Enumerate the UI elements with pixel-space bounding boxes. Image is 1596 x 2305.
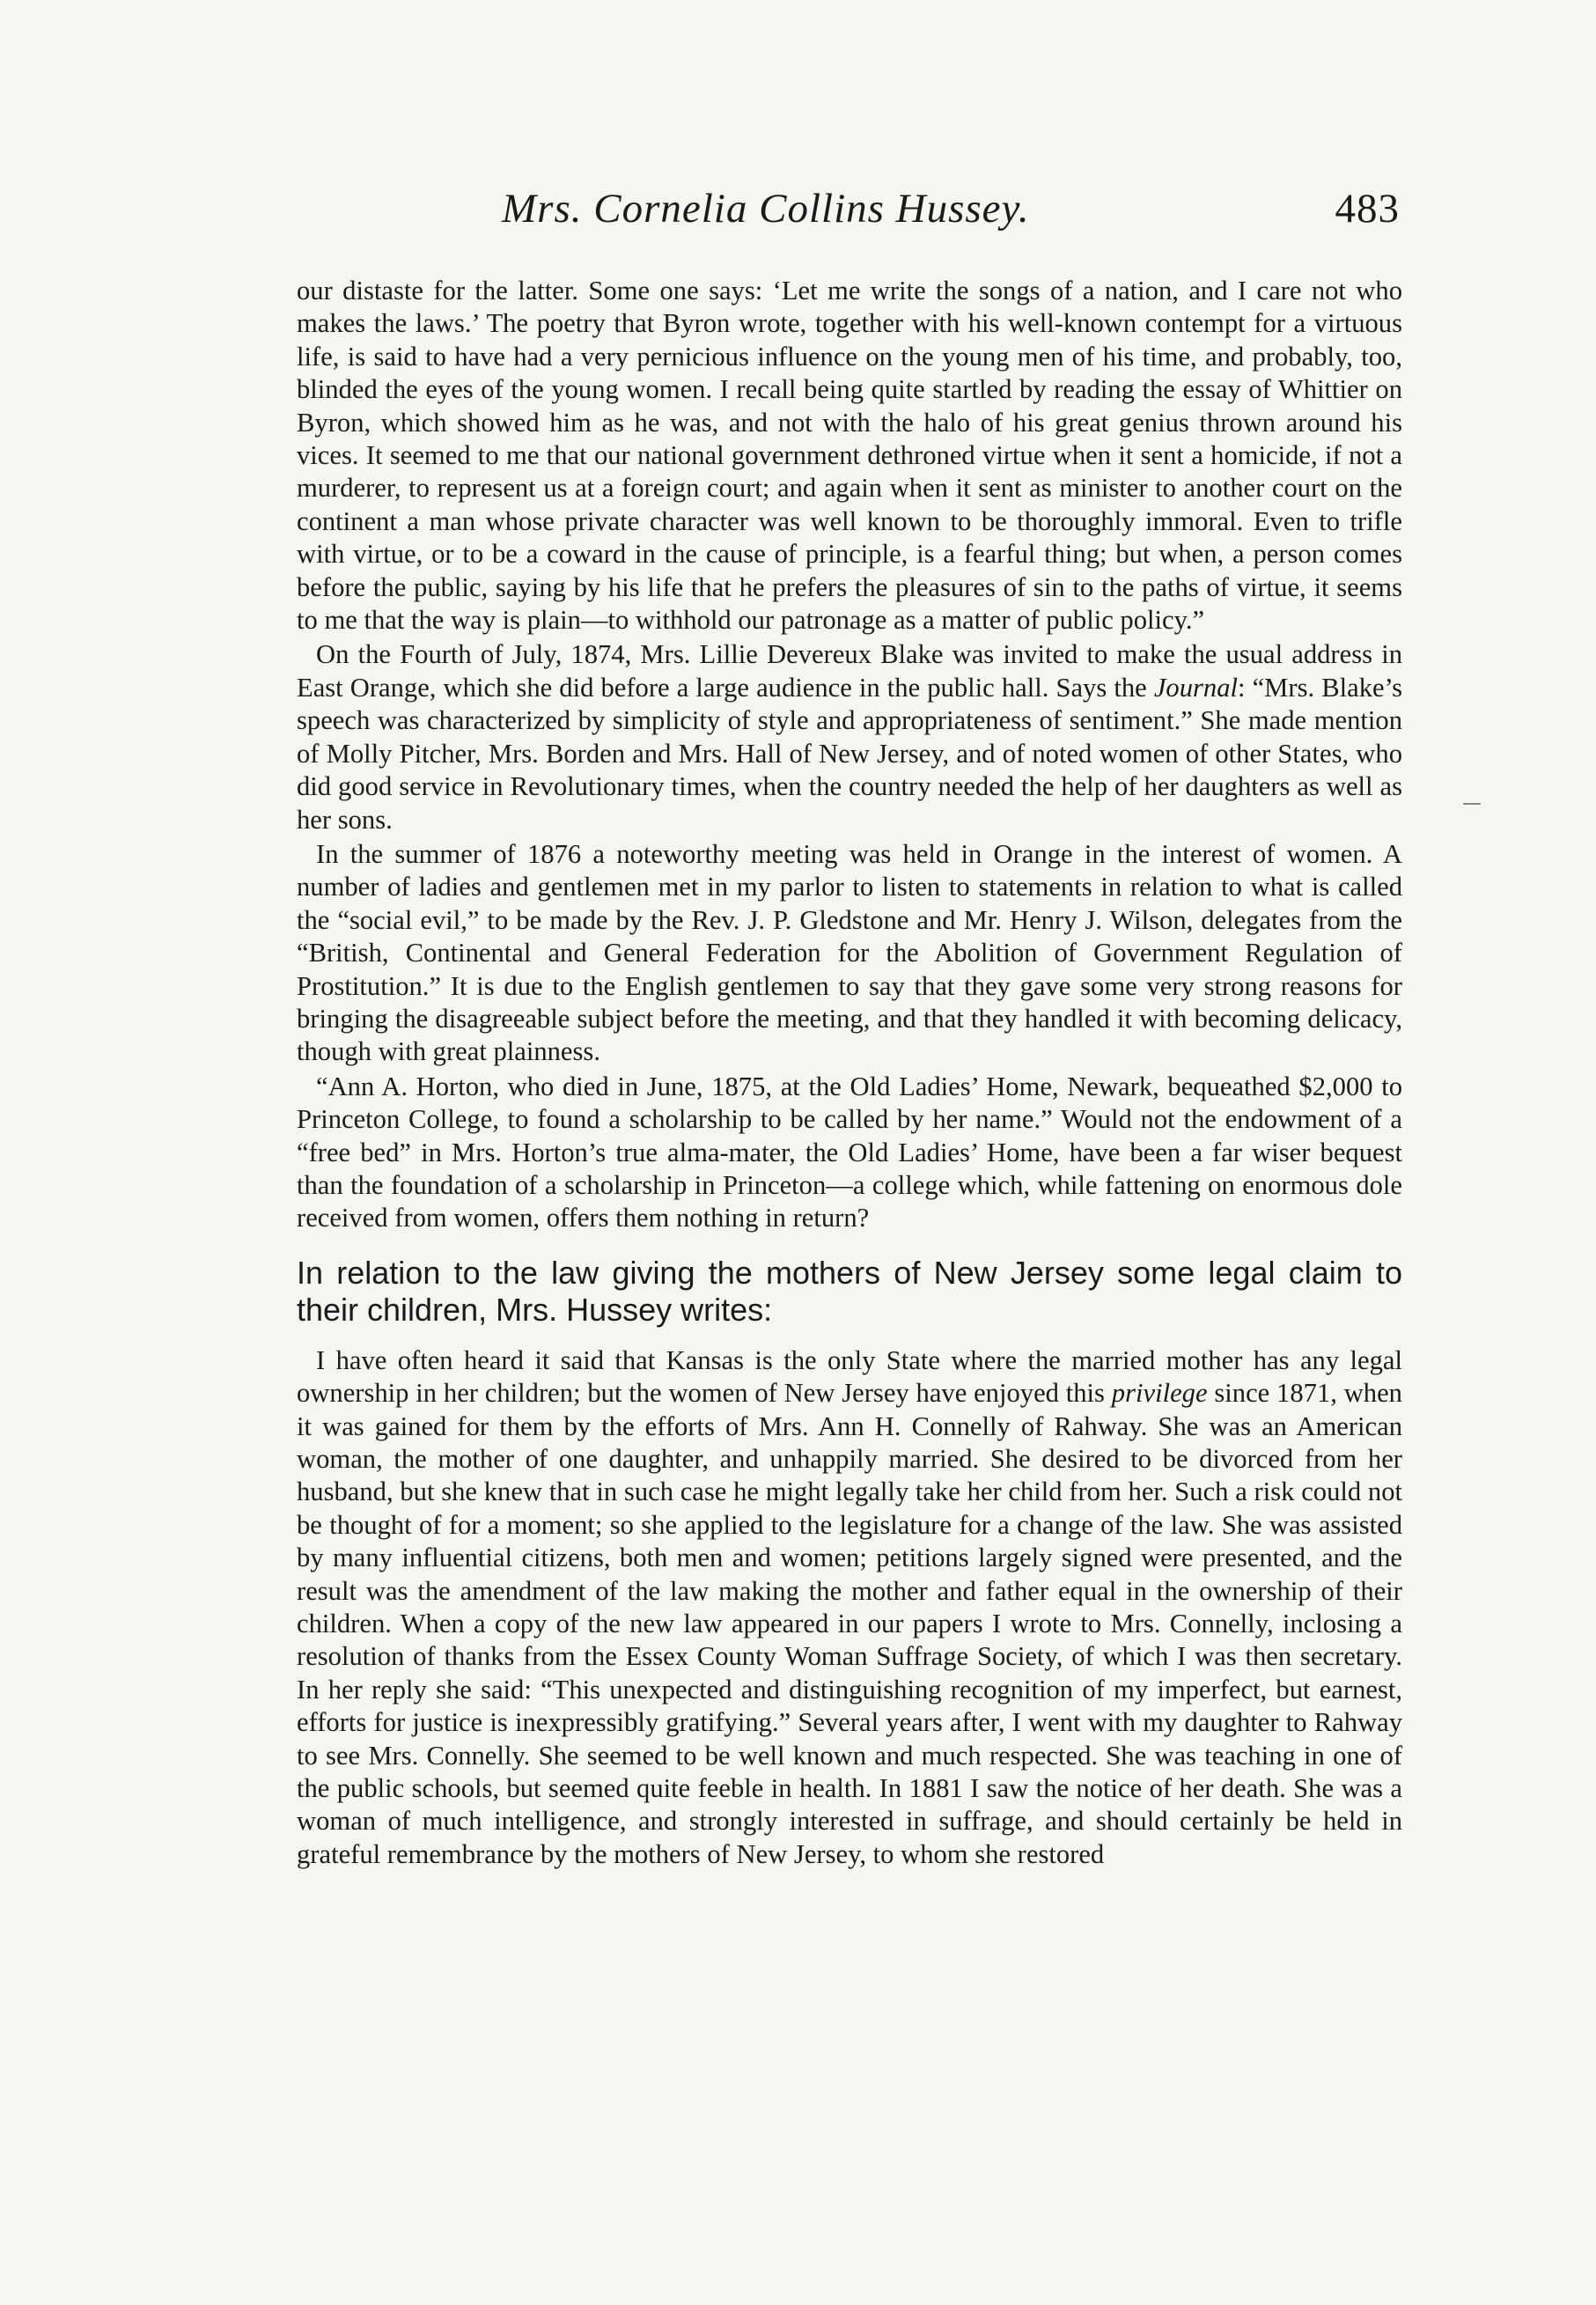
section-intro: In relation to the law giving the mothers of New Jersey some legal claim to their children, Mrs. Hussey writes:	[297, 1254, 1402, 1328]
paragraph-mothers-law-text-1: I have often heard it said that Kansas is the only State where the married mother has any legal ownership in her children; but the women of New Jersey have enjoyed this	[297, 1344, 1402, 1409]
page-number: 483	[1335, 186, 1400, 232]
paragraph-fourth-of-july-text-2: : “Mrs. Blake’s speech was characterized by simplicity of style and appropriateness of sentiment.” She made mention of Molly Pitcher, Mrs. Borden and Mrs. Hall of New Jersey, and of noted women of other States, who did good service in Revolutionary times, when the country needed the help of her daughters as well as her sons.	[297, 672, 1402, 835]
margin-mark	[1463, 803, 1481, 805]
paragraph-mothers-law-text-2: since 1871, when it was gained for them by the efforts of Mrs. Ann H. Connelly of Rahway. She was an American woman, the mother of one daughter, and unhappily married. She desired to be divorced from her husband, but she knew that in such case he might legally take her child from her. Such a risk could not be thought of for a moment; so she applied to the legislature for a change of the law. She was assisted by many influential citizens, both men and women; petitions largely signed were presented, and the result was the amendment of the law making the mother and father equal in the ownership of their children. When a copy of the new law appeared in our papers I wrote to Mrs. Connelly, inclosing a resolution of thanks from the Essex County Woman Suffrage Society, of which I was then secretary. In her reply she said: “This unexpected and distinguishing recognition of my imperfect, but earnest, efforts for justice is inexpressibly gratifying.” Several years after, I went with my daughter to Rahway to see Mrs. Connelly. She seemed to be well known and much respected. She was teaching in one of the public schools, but seemed quite feeble in health. In 1881 I saw the notice of her death. She was a woman of much intelligence, and strongly interested in suffrage, and should certainly be held in grateful remembrance by the mothers of New Jersey, to whom she restored	[297, 1378, 1402, 1869]
running-title: Mrs. Cornelia Collins Hussey.	[502, 186, 1030, 232]
privilege-word: privilege	[1111, 1378, 1208, 1409]
journal-title: Journal	[1153, 672, 1238, 703]
paragraph-fourth-of-july	[297, 638, 1402, 836]
paragraph-mothers-law	[297, 1344, 1402, 1872]
paragraph-fourth-of-july-text-1: On the Fourth of July, 1874, Mrs. Lillie Devereux Blake was invited to make the usual address in East Orange, which she did before a large audience in the public hall. Says the	[297, 639, 1402, 703]
paragraph-byron: our distaste for the latter. Some one says: ‘Let me write the songs of a nation, and I care not who makes the laws.’ The poetry that Byron wrote, together with his well-known contempt for a virtuous life, is said to have had a very pernicious influence on the young men of his time, and probably, too, blinded the eyes of the young women. I recall being quite startled by reading the essay of Whittier on Byron, which showed him as he was, and not with the halo of his great genius thrown around his vices. It seemed to me that our national government dethroned virtue when it sent a homicide, if not a murderer, to represent us at a foreign court; and again when it sent as minister to another court on the continent a man whose private character was well known to be thoroughly immoral. Even to trifle with virtue, or to be a coward in the cause of principle, is a fearful thing; but when, a person comes before the public, saying by his life that he prefers the pleasures of sin to the paths of virtue, it seems to me that the way is plain—to withhold our patronage as a matter of public policy.”	[297, 276, 1402, 636]
paragraph-social-evil-meeting: In the summer of 1876 a noteworthy meeting was held in Orange in the interest of women. A number of ladies and gentlemen met in my parlor to listen to statements in relation to what is called the “social evil,” to be made by the Rev. J. P. Gledstone and Mr. Henry J. Wilson, delegates from the “British, Continental and General Federation for the Abolition of Government Regulation of Prostitution.” It is due to the English gentlemen to say that they gave some very strong reasons for bringing the disagreeable subject before the meeting, and that they handled it with becoming delicacy, though with great plainness.	[297, 838, 1402, 1067]
paragraph-horton-bequest: “Ann A. Horton, who died in June, 1875, at the Old Ladies’ Home, Newark, bequeathed $2,000 to Princeton College, to found a scholarship to be called by her name.” Would not the endowment of a “free bed” in Mrs. Horton’s true alma-mater, the Old Ladies’ Home, have been a far wiser bequest than the foundation of a scholarship in Princeton—a college which, while fattening on enormous dole received from women, offers them nothing in return?	[297, 1071, 1402, 1234]
text-block	[297, 275, 1402, 1871]
running-head	[264, 185, 1400, 247]
